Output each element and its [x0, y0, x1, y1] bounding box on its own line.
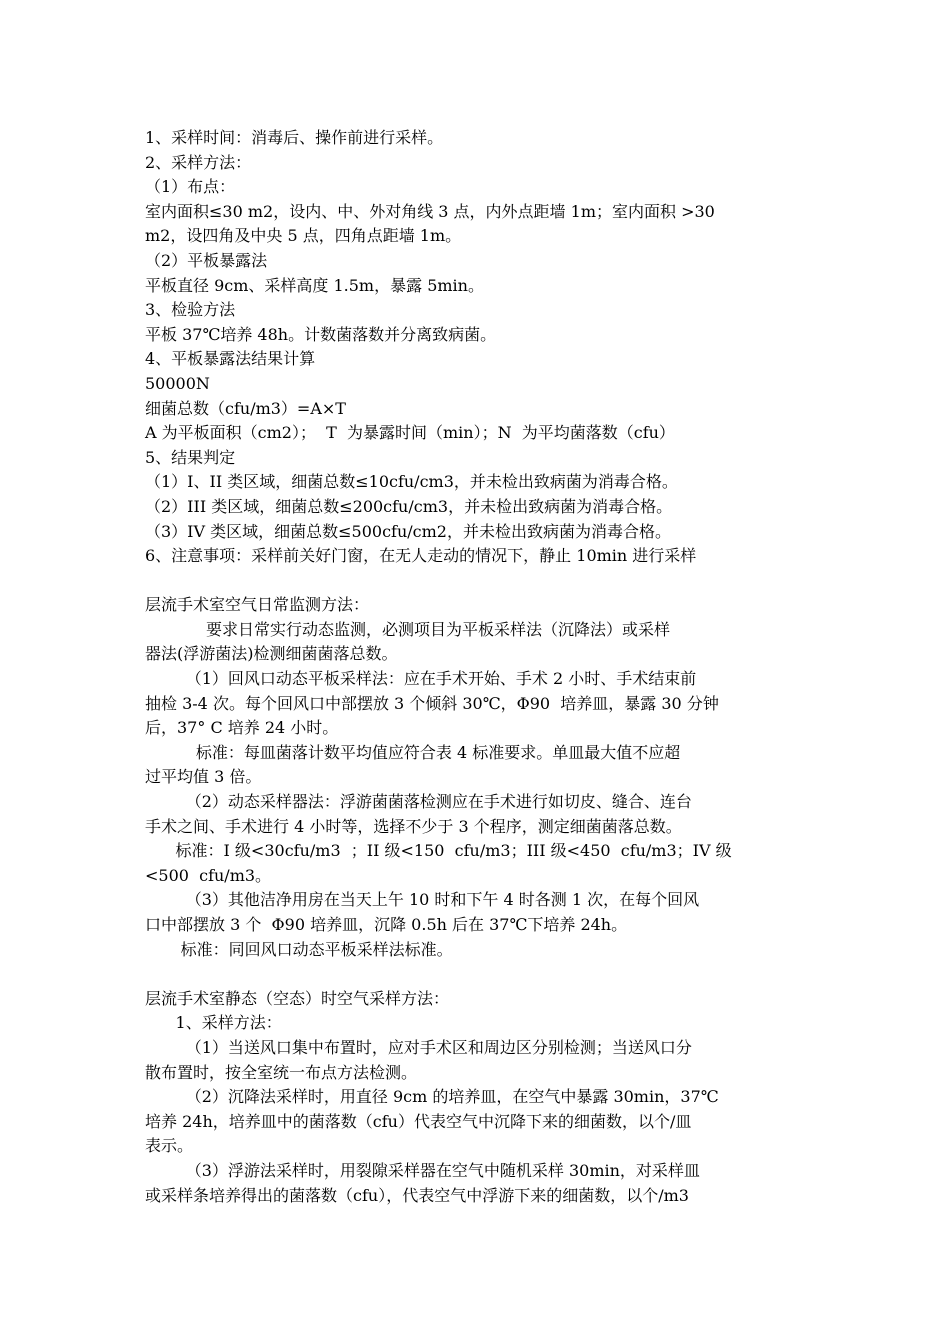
text-line: （2）动态采样器法：浮游菌菌落检测应在手术进行如切皮、缝合、连台	[145, 792, 692, 812]
text-line: <500 cfu/m3。	[145, 865, 272, 885]
text-line: 器法(浮游菌法)检测细菌菌落总数。	[145, 644, 398, 664]
text-line: （2）沉降法采样时，用直径 9cm 的培养皿，在空气中暴露 30min，37℃	[145, 1087, 719, 1107]
text-line: （3）IV 类区域，细菌总数≤500cfu/cm2，并未检出致病菌为消毒合格。	[145, 521, 671, 541]
text-line: 4、平板暴露法结果计算	[145, 349, 316, 369]
text-line: 后，37° C 培养 24 小时。	[145, 718, 339, 738]
text-line: 标准：I 级<30cfu/m3 ；II 级<150 cfu/m3；III 级<450 cfu/m3；IV 级	[145, 841, 732, 861]
text-line: 平板直径 9cm、采样高度 1.5m，暴露 5min。	[145, 275, 484, 295]
text-line: A 为平板面积（cm2）； T 为暴露时间（min）；N 为平均菌落数（cfu）	[145, 423, 675, 443]
text-line: （2）III 类区域，细菌总数≤200cfu/cm3，并未检出致病菌为消毒合格。	[145, 496, 673, 516]
formula-numerator: 50000N	[145, 373, 210, 393]
laminar-flow-static-sampling-section	[145, 987, 811, 1208]
text-line: 2、采样方法：	[145, 152, 252, 172]
text-line: 抽检 3-4 次。每个回风口中部摆放 3 个倾斜 30℃，Φ90 培养皿，暴露 30 分钟	[145, 693, 719, 713]
text-line: 培养 24h，培养皿中的菌落数（cfu）代表空气中沉降下来的细菌数，以个/皿	[145, 1111, 692, 1131]
text-line: （3）其他洁净用房在当天上午 10 时和下午 4 时各测 1 次，在每个回风	[145, 890, 700, 910]
text-line: 5、结果判定	[145, 447, 236, 467]
laminar-flow-daily-monitoring-section	[145, 593, 811, 962]
text-line: 6、注意事项：采样前关好门窗，在无人走动的情况下，静止 10min 进行采样	[145, 546, 697, 566]
formula-line: 细菌总数（cfu/m3）=A×T	[145, 398, 346, 418]
text-line: （3）浮游法采样时，用裂隙采样器在空气中随机采样 30min，对采样皿	[145, 1160, 700, 1180]
text-line: 3、检验方法	[145, 300, 236, 320]
text-line: 室内面积≤30 m2，设内、中、外对角线 3 点，内外点距墙 1m；室内面积 >30	[145, 201, 715, 221]
text-line: 散布置时，按全室统一布点方法检测。	[145, 1062, 418, 1082]
text-line: （1）I、II 类区域，细菌总数≤10cfu/cm3，并未检出致病菌为消毒合格。	[145, 472, 678, 492]
blank-line	[145, 569, 811, 594]
text-line: 标准：每皿菌落计数平均值应符合表 4 标准要求。单皿最大值不应超	[145, 742, 681, 762]
sampling-procedure-section	[145, 126, 811, 569]
text-line: 平板 37℃培养 48h。计数菌落数并分离致病菌。	[145, 324, 497, 344]
blank-line	[145, 962, 811, 987]
text-line: （1）当送风口集中布置时，应对手术区和周边区分别检测；当送风口分	[145, 1037, 692, 1057]
section-heading: 层流手术室空气日常监测方法：	[145, 595, 370, 615]
text-line: 过平均值 3 倍。	[145, 767, 262, 787]
section-heading: 层流手术室静态（空态）时空气采样方法：	[145, 988, 450, 1008]
text-line: 标准：同回风口动态平板采样法标准。	[145, 939, 453, 959]
text-line: 或采样条培养得出的菌落数（cfu），代表空气中浮游下来的细菌数，以个/m3	[145, 1185, 689, 1205]
text-line: 1、采样时间：消毒后、操作前进行采样。	[145, 128, 444, 147]
text-line: m2，设四角及中央 5 点，四角点距墙 1m。	[145, 226, 462, 246]
text-line: 口中部摆放 3 个 Φ90 培养皿，沉降 0.5h 后在 37℃下培养 24h。	[145, 915, 628, 934]
text-line: （1）回风口动态平板采样法：应在手术开始、手术 2 小时、手术结束前	[145, 669, 697, 689]
text-line: （1）布点：	[145, 177, 236, 197]
document-page	[145, 126, 811, 1208]
text-line: 表示。	[145, 1136, 194, 1156]
text-line: 手术之间、手术进行 4 小时等，选择不少于 3 个程序，测定细菌菌落总数。	[145, 816, 682, 836]
text-line: 1、采样方法：	[145, 1013, 282, 1033]
text-line: 要求日常实行动态监测，必测项目为平板采样法（沉降法）或采样	[145, 619, 671, 639]
text-line: （2）平板暴露法	[145, 250, 268, 270]
